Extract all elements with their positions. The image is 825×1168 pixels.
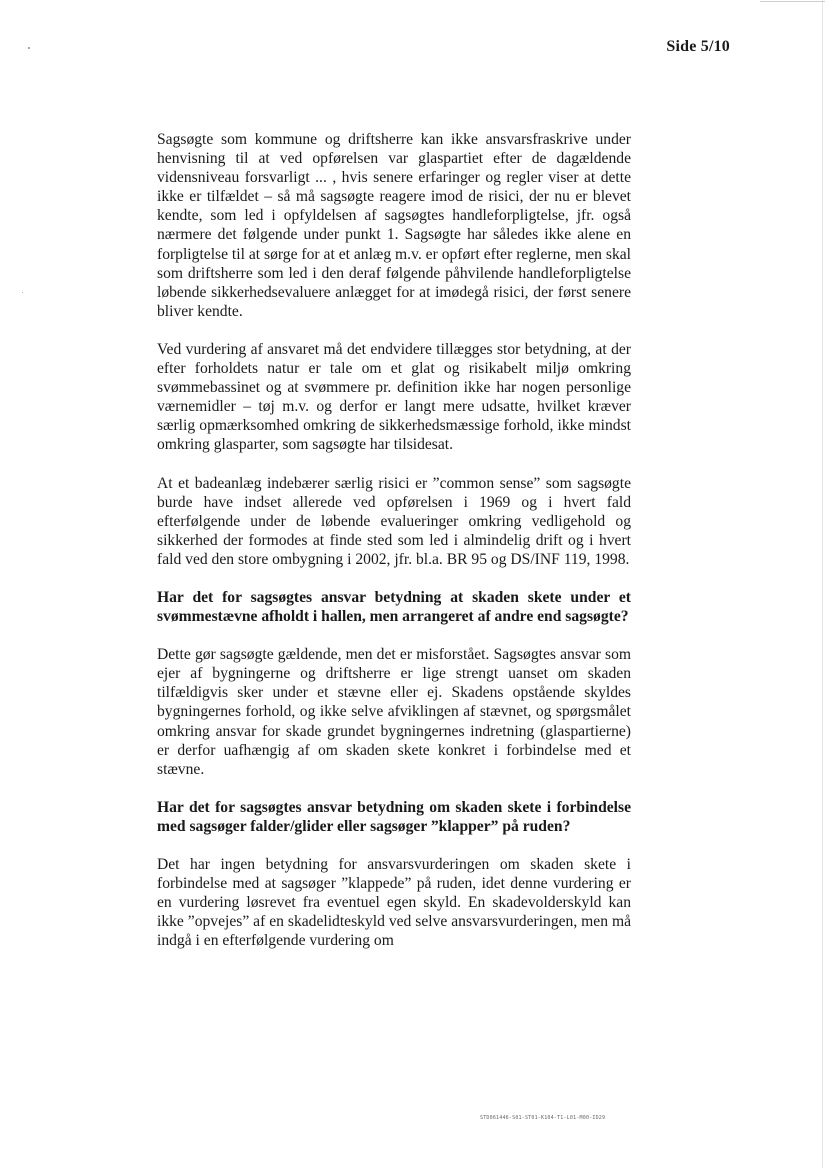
document-body: [157, 130, 631, 969]
paragraph-5: Det har ingen betydning for ansvarsvurderingen om skaden skete i forbindelse med at sagsøger ”klappede” på ruden, idet denne vurdering er en vurdering løsrevet fra eventuel egen skyld. En skadevolderskyld kan ikke ”opvejes” af en skadelidteskyld ved selve ansvarsvurderingen, men må indgå i en efterfølgende vurdering om: [157, 856, 631, 950]
paragraph-4: Dette gør sagsøgte gældende, men det er misforstået. Sagsøgtes ansvar som ejer af bygningerne og driftsherre er lige strengt uanset om skaden tilfældigvis sker under et stævne eller ej. Skadens opstående skyldes bygningernes forhold, og ikke selve afviklingen af stævnet, og spørgsmålet omkring ansvar for skade grundet bygningernes indretning (glaspartierne) er derfor uafhængig af om skaden skete konkret i forbindelse med et stævne.: [157, 646, 631, 778]
document-reference-code: STD061446-S01-ST01-K104-T1-L01-M00-ID29: [480, 1115, 606, 1121]
paragraph-2: Ved vurdering af ansvaret må det endvidere tillægges stor betydning, at der efter forholdets natur er tale om et glat og risikabelt miljø omkring svømmebassinet og at svømmere pr. definition ikke har nogen personlige værnemidler – tøj m.v. og derfor er langt mere udsatte, hvilket kræver særlig opmærksomhed omkring de sikkerhedsmæssige forhold, ikke mindst omkring glasparter, som sagsøgte har tilsidesat.: [157, 340, 631, 454]
page-edge: [822, 0, 823, 1168]
scan-mark: [760, 1, 825, 2]
section-heading-1: Har det for sagsøgtes ansvar betydning at skaden skete under et svømmestævne afholdt i hallen, men arrangeret af andre end sagsøgte?: [157, 588, 631, 626]
scan-speck: [22, 292, 23, 293]
paragraph-1: Sagsøgte som kommune og driftsherre kan ikke ansvarsfraskrive under henvisning til at ved opførelsen var glaspartiet efter de dagældende vidensniveau forsvarligt ... , hvis senere erfaringer og regler viser at dette ikke er tilfældet – så må sagsøgte reagere imod de risici, der nu er blevet kendte, som led i opfyldelsen af sagsøgtes handleforpligtelse, jfr. også nærmere det følgende under punkt 1. Sagsøgte har således ikke alene en forpligtelse til at sørge for at et anlæg m.v. er opført efter reglerne, men skal som driftsherre som led i den deraf følgende påhvilende handleforpligtelse løbende sikkerhedsevaluere anlægget for at imødegå risici, der først senere bliver kendte.: [157, 131, 631, 320]
page-number: Side 5/10: [666, 38, 730, 55]
scan-speck: [28, 47, 30, 49]
paragraph-3: At et badeanlæg indebærer særlig risici er ”common sense” som sagsøgte burde have indset allerede ved opførelsen i 1969 og i hvert fald efterfølgende under de løbende evalueringer omkring vedligehold og sikkerhed der formodes at finde sted som led i almindelig drift og i hvert fald ved den store ombygning i 2002, jfr. bl.a. BR 95 og DS/INF 119, 1998.: [157, 474, 631, 568]
section-heading-2: Har det for sagsøgtes ansvar betydning om skaden skete i forbindelse med sagsøger falder/glider eller sagsøger ”klapper” på ruden?: [157, 798, 631, 835]
